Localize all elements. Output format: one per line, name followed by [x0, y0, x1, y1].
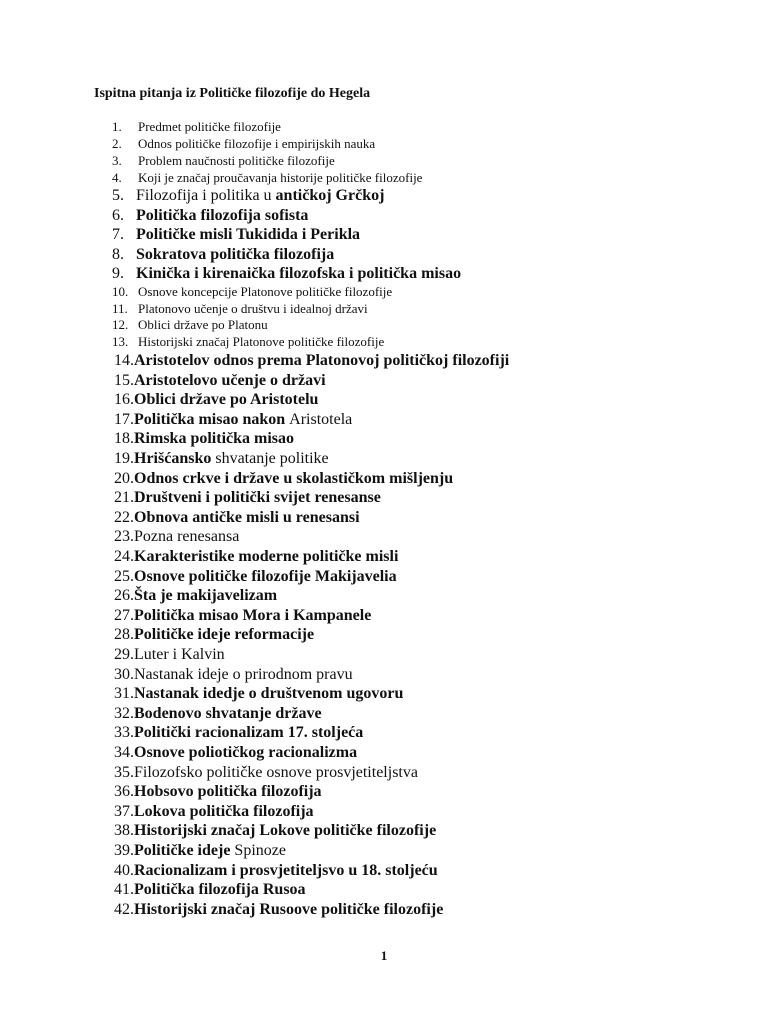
item-number: 23. [114, 528, 134, 546]
item-number: 15. [114, 371, 134, 389]
list-item [114, 431, 294, 447]
item-number: 16. [114, 391, 134, 409]
list-item [114, 392, 318, 408]
list-item [112, 335, 384, 348]
item-text: Političke ideje reformacije [134, 626, 315, 644]
list-item [114, 608, 371, 624]
item-text: Predmet političke filozofije [138, 119, 281, 134]
list-item [114, 529, 239, 545]
item-number: 12. [112, 317, 129, 332]
item-number: 18. [114, 430, 134, 448]
item-text: Osnove političke filozofije Makijavelia [134, 567, 397, 585]
item-number: 9. [112, 265, 124, 283]
item-text: Historijski značaj Rusoove političke filozofije [134, 900, 444, 918]
item-number: 26. [114, 587, 134, 605]
list-item [112, 188, 384, 204]
item-number: 42. [114, 900, 134, 918]
page-number: 1 [380, 948, 388, 963]
item-text: Racionalizam i prosvjetiteljsvo u 18. stoljeću [134, 861, 438, 879]
list-item [114, 784, 322, 800]
item-text: Hobsovo politička filozofija [134, 783, 322, 801]
item-text: shvatanje politike [215, 450, 329, 467]
item-number: 13. [112, 333, 129, 349]
item-text: Nastanak ideje o prirodnom pravu [134, 665, 353, 683]
item-text: Politička filozofija Rusoa [134, 881, 306, 899]
item-number: 7. [112, 226, 124, 244]
list-item [114, 647, 225, 663]
item-text: Političke misli Tukidida i Perikla [136, 226, 361, 244]
item-text: Osnove koncepcije Platonove političke filozofije [138, 284, 393, 299]
item-text: čkog racionalizma [232, 744, 358, 761]
item-text: Bodenovo shvatanje države [134, 704, 322, 722]
item-number: 3. [112, 153, 122, 168]
item-number: 37. [114, 802, 134, 820]
item-text: Sokratova politička filozofija [136, 245, 335, 263]
item-text: Karakteristike moderne političke misli [134, 548, 399, 565]
item-number: 40. [114, 861, 134, 879]
list-item [114, 765, 418, 781]
item-text: Odnos političke filozofije i empirijskih nauka [138, 136, 376, 151]
list-item [114, 588, 277, 604]
item-number: 25. [114, 567, 134, 585]
list-item [114, 412, 352, 428]
item-number: 36. [114, 783, 134, 801]
item-number: 31. [114, 685, 134, 703]
item-text: Lokova politička filozofija [134, 802, 314, 820]
list-item [112, 247, 334, 263]
item-text: Spinoze [234, 842, 286, 859]
list-item [112, 285, 392, 298]
list-item [114, 549, 398, 565]
list-item [114, 451, 329, 467]
list-item [112, 227, 360, 243]
item-text: Filozofsko političke osnove prosvjetiteljstva [134, 763, 418, 781]
item-number: 32. [114, 704, 134, 722]
item-number: 21. [114, 489, 134, 507]
item-number: 30. [114, 665, 134, 683]
list-item [112, 266, 461, 282]
item-number: 38. [114, 822, 134, 840]
item-number: 4. [112, 170, 122, 185]
item-number: 39. [114, 842, 134, 859]
item-number: 24. [114, 548, 134, 565]
list-item [114, 686, 403, 702]
list-item [114, 490, 381, 506]
list-item [114, 843, 286, 859]
item-text: Aristotela [289, 410, 353, 428]
item-text: Aristotelovo učenje o državi [134, 371, 326, 389]
item-text: Nastanak idedje o društvenom ugovoru [134, 685, 404, 703]
item-number: 6. [112, 206, 124, 224]
list-item [112, 302, 368, 315]
item-text: Aristotelov odnos prema Platonovoj političkoj filozofiji [134, 352, 510, 369]
list-item [114, 353, 509, 369]
list-item [114, 706, 322, 722]
item-text: Pozna renesansa [134, 528, 240, 546]
item-text: Politička filozofija sofista [136, 206, 309, 224]
item-text: Politička misao Mora i Kampanele [134, 606, 372, 624]
item-number: 35. [114, 763, 134, 781]
item-text: Koji je značaj proučavanja historije političke filozofije [138, 170, 423, 185]
item-text: Filozofija i politika u [136, 187, 276, 204]
item-number: 5. [112, 187, 124, 204]
item-text: Problem naučnosti političke filozofije [138, 153, 335, 168]
list-item [114, 510, 360, 526]
item-number: 27. [114, 606, 134, 624]
list-item [114, 627, 314, 643]
list-item [114, 745, 357, 761]
item-text: Oblici države po Aristotelu [134, 391, 319, 409]
item-text: antičkoj Grčkoj [275, 187, 385, 204]
list-item [114, 823, 436, 839]
item-text: Politički racionalizam 17. stoljeća [134, 724, 364, 742]
item-text: Obnova antičke misli u renesansi [134, 508, 360, 526]
item-number: 14. [114, 352, 134, 369]
item-text: Luter i Kalvin [134, 646, 225, 663]
list-item [114, 902, 443, 918]
item-text: Historijski značaj Lokove političke filozofije [134, 822, 437, 840]
item-number: 8. [112, 245, 124, 263]
item-number: 33. [114, 724, 134, 742]
list-item [114, 804, 314, 820]
item-number: 34. [114, 744, 134, 761]
list-item [114, 373, 326, 389]
item-text: Politička misao nakon [134, 410, 290, 428]
list-item [114, 667, 353, 683]
item-number: 17. [114, 410, 134, 428]
item-text: Historijski značaj Platonove političke filozofije [138, 333, 385, 349]
item-text: Šta je makijavelizam [134, 587, 278, 605]
item-number: 1. [112, 119, 122, 134]
item-number: 22. [114, 508, 134, 526]
item-number: 19. [114, 450, 134, 467]
item-text: Oblici države po Platonu [138, 317, 268, 332]
list-item [112, 318, 268, 331]
item-text: Platonovo učenje o društvu i idealnoj državi [138, 300, 368, 316]
list-item [114, 569, 397, 585]
item-number: 11. [112, 300, 128, 316]
item-text: Političke ideje [134, 842, 235, 859]
list-item [114, 471, 453, 487]
item-number: 41. [114, 881, 134, 899]
list-item [112, 137, 375, 150]
document-title: Ispitna pitanja iz Političke filozofije do Hegela [94, 86, 371, 101]
item-number: 29. [114, 646, 134, 663]
item-number: 28. [114, 626, 134, 644]
list-item [112, 208, 308, 224]
list-item [112, 154, 335, 167]
item-number: 20. [114, 469, 134, 487]
item-number: 10. [112, 284, 129, 299]
item-text: Hrišćansko [134, 450, 216, 467]
list-item [114, 725, 363, 741]
item-number: 2. [112, 136, 122, 151]
list-item [114, 863, 438, 879]
list-item [114, 882, 306, 898]
item-text: Odnos crkve i države u skolastičkom mišljenju [134, 469, 454, 487]
item-text: Kinička i kirenaička filozofska i politička misao [136, 265, 462, 283]
item-text: Rimska politička misao [134, 430, 295, 448]
list-item [112, 171, 422, 184]
item-text: Društveni i politički svijet renesanse [134, 489, 381, 507]
item-text: Osnove polioti [134, 744, 233, 761]
list-item [112, 120, 281, 133]
